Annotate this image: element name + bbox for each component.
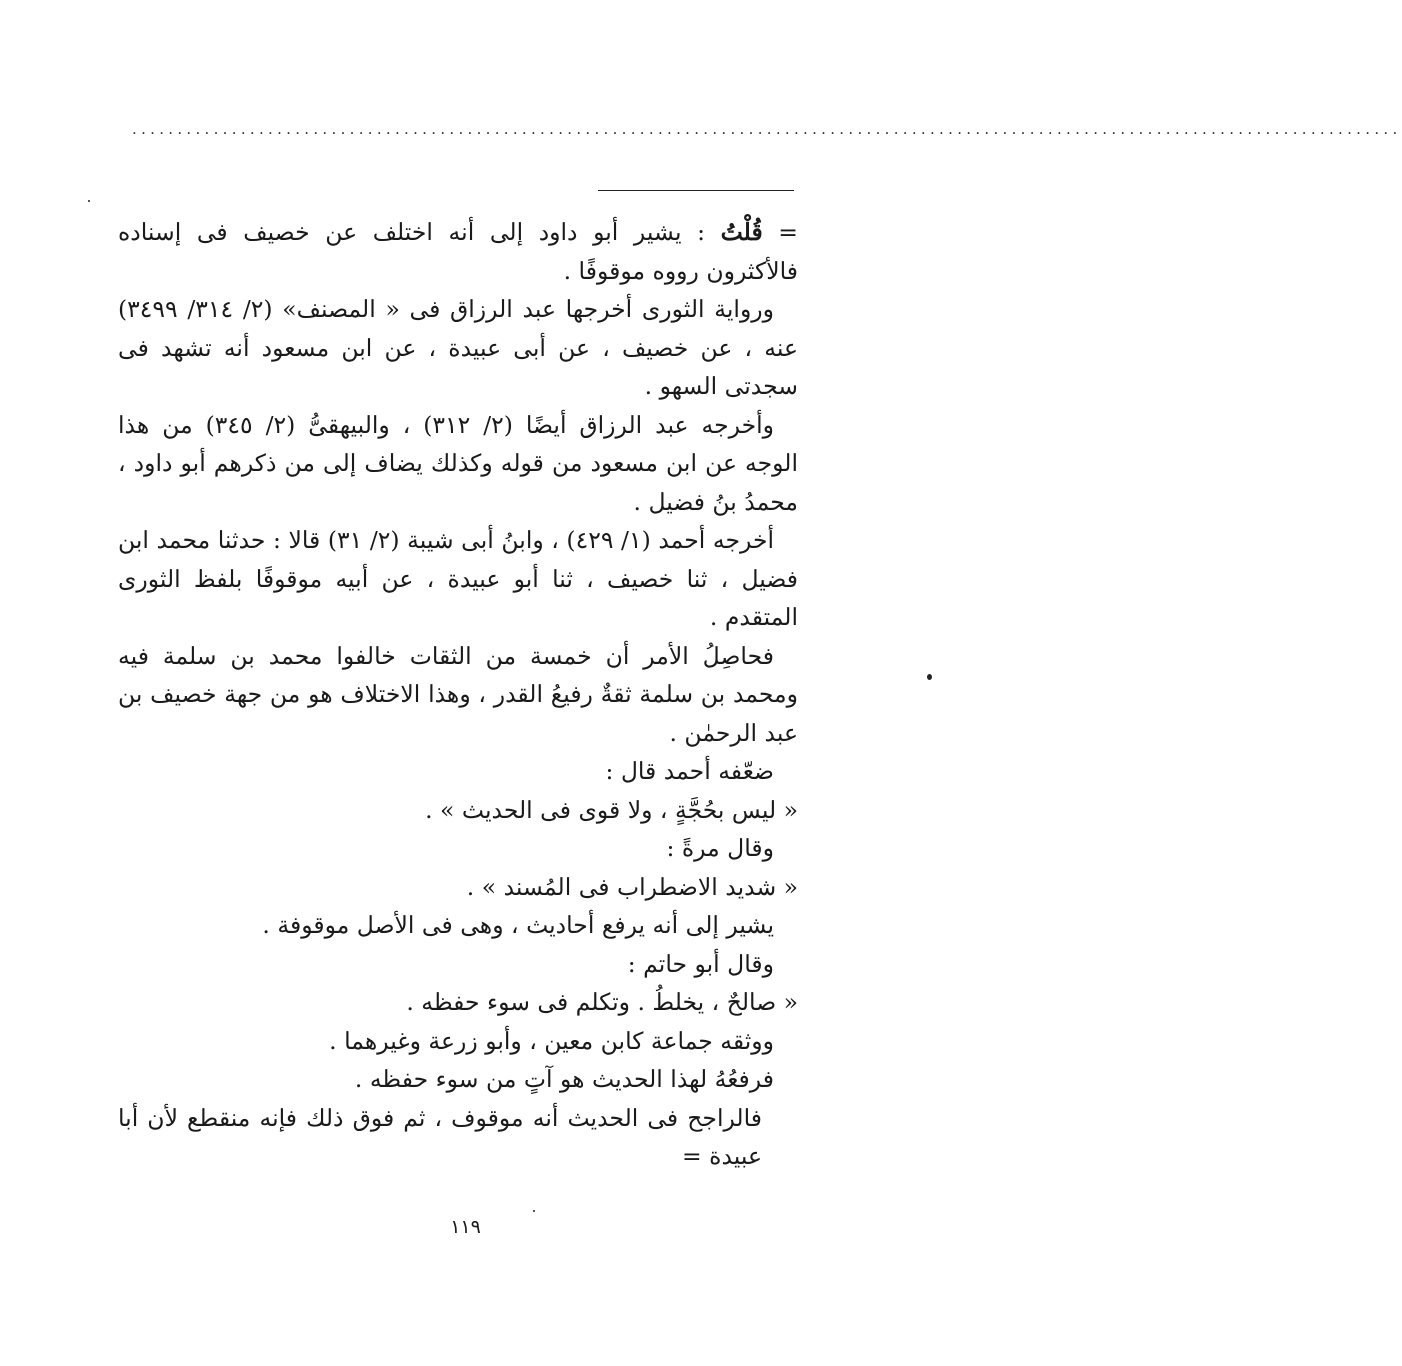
paragraph-3: وأخرجه عبد الرزاق أيضًا (٢/ ٣١٢) ، والبيهقىُّ (٢/ ٣٤٥) من هذا الوجه عن ابن مسعود من قوله وكذلك يضاف إلى من ذكرهم أبو داود ، محمدُ بنُ فضيل . <box>118 410 798 516</box>
paragraph-2: ورواية الثورى أخرجها عبد الرزاق فى « المصنف» (٢/ ٣١٤/ ٣٤٩٩) عنه ، عن خصيف ، عن أبى عبيدة ، عن ابن مسعود أنه تشهد فى سجدتى السهو . <box>118 295 798 400</box>
scan-speck <box>927 674 932 680</box>
paragraph-5: فحاصِلُ الأمر أن خمسة من الثقات خالفوا محمد بن سلمة فيه ومحمد بن سلمة ثقةٌ رفيعُ القدر ، وهذا الاختلاف هو من جهة خصيف بن عبد الرحمٰن . <box>118 641 798 747</box>
page-number: ١١٩ <box>450 1216 481 1238</box>
paragraph-1 <box>118 213 798 290</box>
quote-abu-hatim: « صالحٌ ، يخلطُ . وتكلم فى سوء حفظه . <box>406 988 798 1016</box>
scan-speck <box>88 200 90 202</box>
paragraph-6: ضعّفه أحمد قال : <box>605 757 774 785</box>
paragraph-15: فالراجح فى الحديث أنه موقوف ، ثم فوق ذلك فإنه منقطع لأن أبا عبيدة = <box>118 1103 762 1170</box>
footnote-rule <box>598 190 794 191</box>
quote-ahmad-1: « ليس بحُجَّةٍ ، ولا قوى فى الحديث » . <box>425 795 798 824</box>
paragraph-13: ووثقه جماعة كابن معين ، وأبو زرعة وغيرهما . <box>329 1026 774 1055</box>
scan-speck <box>533 1210 535 1212</box>
footnote-text <box>118 213 798 1176</box>
paragraph-4: أخرجه أحمد (١/ ٤٢٩) ، وابنُ أبى شيبة (٢/ ٣١) قالا : حدثنا محمد ابن فضيل ، ثنا خصيف ، ثنا أبو عبيدة ، عن أبيه موقوفًا بلفظ الثورى المتقدم . <box>118 526 798 631</box>
paragraph-14: فرفعُهُ لهذا الحديث هو آتٍ من سوء حفظه . <box>354 1065 774 1093</box>
dotted-separator: ............................................................................................................................................ <box>132 120 1402 138</box>
paragraph-10: يشير إلى أنه يرفع أحاديث ، وهى فى الأصل موقوفة . <box>262 911 774 939</box>
paragraph-1-text: : يشير أبو داود إلى أنه اختلف عن خصيف فى إسناده فالأكثرون رووه موقوفًا . <box>118 218 798 285</box>
quote-ahmad-2: « شديد الاضطراب فى المُسند » . <box>466 872 798 901</box>
continuation-mark: = <box>762 218 798 246</box>
paragraph-11: وقال أبو حاتم : <box>627 949 774 978</box>
qultu-heading: قُلْتُ <box>720 218 763 246</box>
paragraph-8: وقال مرةً : <box>666 834 774 862</box>
